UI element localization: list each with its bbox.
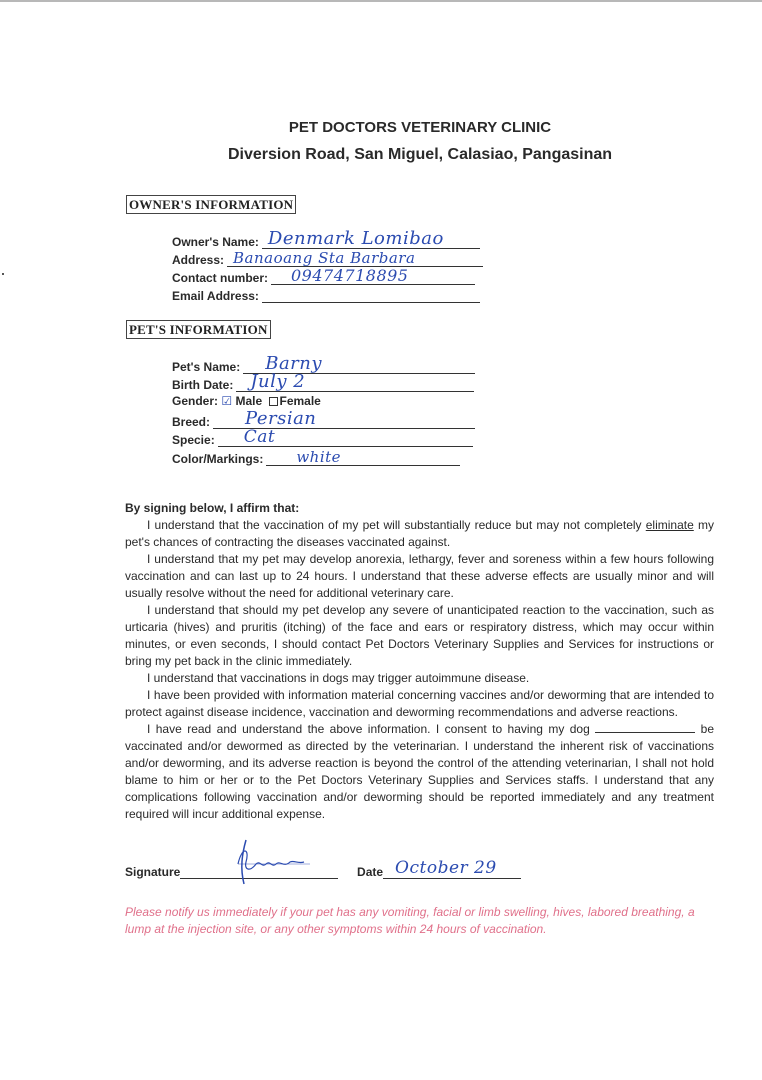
owner-address-label: Address: bbox=[172, 253, 225, 267]
date-label: Date bbox=[357, 865, 384, 879]
pet-name-value: Barny bbox=[265, 353, 323, 374]
scan-speck bbox=[2, 273, 4, 275]
pet-color-value: white bbox=[296, 448, 342, 466]
consent-paragraph-4: I understand that vaccinations in dogs may trigger autoimmune disease. bbox=[147, 671, 530, 685]
pet-specie-field[interactable] bbox=[218, 427, 473, 447]
pet-color-field[interactable] bbox=[266, 449, 460, 466]
pet-birth-label: Birth Date: bbox=[172, 378, 234, 392]
consent-p1-start: I understand that the vaccination of my pet will substantially reduce but may not completely bbox=[147, 518, 646, 532]
consent-paragraph-6 bbox=[125, 721, 714, 823]
owner-contact-field[interactable] bbox=[271, 268, 475, 285]
pet-breed-value: Persian bbox=[245, 408, 317, 429]
signature-row bbox=[125, 858, 521, 879]
consent-paragraph-3: I understand that should my pet develop any severe of unanticipated reaction to the vaccination, such as urticaria (hives) and pruritis (itching) of the face and ears or respiratory distress, which may occur within minutes, or even seconds, I should contact Pet Doctors Veterinary Supplies and Services for instructions or bring my pet back in the clinic immediately. bbox=[125, 603, 714, 668]
pet-name-label: Pet's Name: bbox=[172, 360, 241, 374]
male-label: Male bbox=[235, 394, 263, 408]
signature-field[interactable] bbox=[180, 864, 338, 879]
pet-specie-label: Specie: bbox=[172, 433, 215, 447]
pet-birth-value: July 2 bbox=[250, 371, 306, 392]
dog-name-blank[interactable] bbox=[595, 721, 695, 733]
pet-birth-row bbox=[172, 371, 474, 393]
owner-email-field[interactable] bbox=[262, 286, 480, 303]
pet-breed-label: Breed: bbox=[172, 415, 211, 429]
owner-name-field[interactable] bbox=[262, 228, 480, 249]
owner-name-value: Denmark Lomibao bbox=[267, 228, 444, 249]
owner-contact-row bbox=[172, 268, 475, 286]
owner-section-heading: OWNER'S INFORMATION bbox=[126, 195, 296, 214]
owner-email-label: Email Address: bbox=[172, 289, 259, 303]
owner-contact-label: Contact number: bbox=[172, 271, 268, 285]
male-checkbox[interactable]: ☑ bbox=[221, 394, 233, 408]
female-label: Female bbox=[279, 394, 321, 408]
consent-p1-end: my pet's chances of contracting the diseases vaccinated against. bbox=[125, 518, 714, 549]
owner-address-value: Banaoang Sta Barbara bbox=[233, 249, 416, 267]
pet-color-row bbox=[172, 449, 460, 467]
consent-text bbox=[125, 500, 714, 823]
consent-p6-start: I have read and understand the above information. I consent to having my dog bbox=[147, 722, 596, 736]
owner-name-label: Owner's Name: bbox=[172, 235, 259, 249]
pet-section-heading: PET'S INFORMATION bbox=[126, 320, 271, 339]
handwritten-signature bbox=[180, 834, 340, 890]
date-value: October 29 bbox=[395, 858, 497, 878]
aftercare-notice: Please notify us immediately if your pet has any vomiting, facial or limb swelling, hives, labored breathing, a lump at the injection site, or any other symptoms within 24 hours of vaccination. bbox=[125, 905, 695, 936]
pet-gender-label: Gender: bbox=[172, 394, 219, 408]
pet-breed-row bbox=[172, 408, 475, 430]
consent-paragraph-1 bbox=[125, 517, 714, 551]
pet-birth-field[interactable] bbox=[236, 371, 474, 392]
clinic-name: PET DOCTORS VETERINARY CLINIC bbox=[288, 119, 552, 136]
clinic-address: Diversion Road, San Miguel, Calasiao, Pangasinan bbox=[227, 146, 613, 163]
consent-paragraph-2: I understand that my pet may develop anorexia, lethargy, fever and soreness within a few hours following vaccination and can last up to 24 hours. I understand that these adverse effects are usually minor and will usually resolve without the need for additional veterinary care. bbox=[125, 552, 714, 600]
owner-email-row bbox=[172, 286, 480, 304]
consent-paragraph-5: I have been provided with information material concerning vaccines and/or deworming that are intended to protect against disease incidence, vaccination and deworming recommendations and adverse reactions. bbox=[125, 688, 714, 719]
consent-p6-end: be vaccinated and/or dewormed as directed by the veterinarian. I understand the inherent risk of vaccinations and/or deworming, and its adverse reaction is beyond the control of the attending veterinarian, I shall not hold blame to him or her or to the Pet Doctors Veterinary Supplies and Services staffs. I understand that any complications following vaccination and/or deworming should be reported immediately and any treatment required will incur additional expense. bbox=[125, 722, 714, 821]
female-checkbox[interactable] bbox=[269, 397, 278, 406]
consent-p1-underlined: eliminate bbox=[645, 518, 694, 532]
owner-contact-value: 09474718895 bbox=[291, 266, 409, 285]
pet-specie-row bbox=[172, 427, 473, 448]
pet-color-label: Color/Markings: bbox=[172, 452, 264, 466]
pet-specie-value: Cat bbox=[243, 427, 276, 447]
signature-label: Signature bbox=[125, 865, 181, 879]
owner-address-field[interactable] bbox=[227, 250, 483, 267]
pet-name-row bbox=[172, 353, 475, 375]
owner-name-row bbox=[172, 228, 480, 250]
consent-intro: By signing below, I affirm that: bbox=[125, 501, 300, 515]
scan-edge-line bbox=[0, 0, 762, 8]
date-field[interactable] bbox=[383, 858, 521, 879]
